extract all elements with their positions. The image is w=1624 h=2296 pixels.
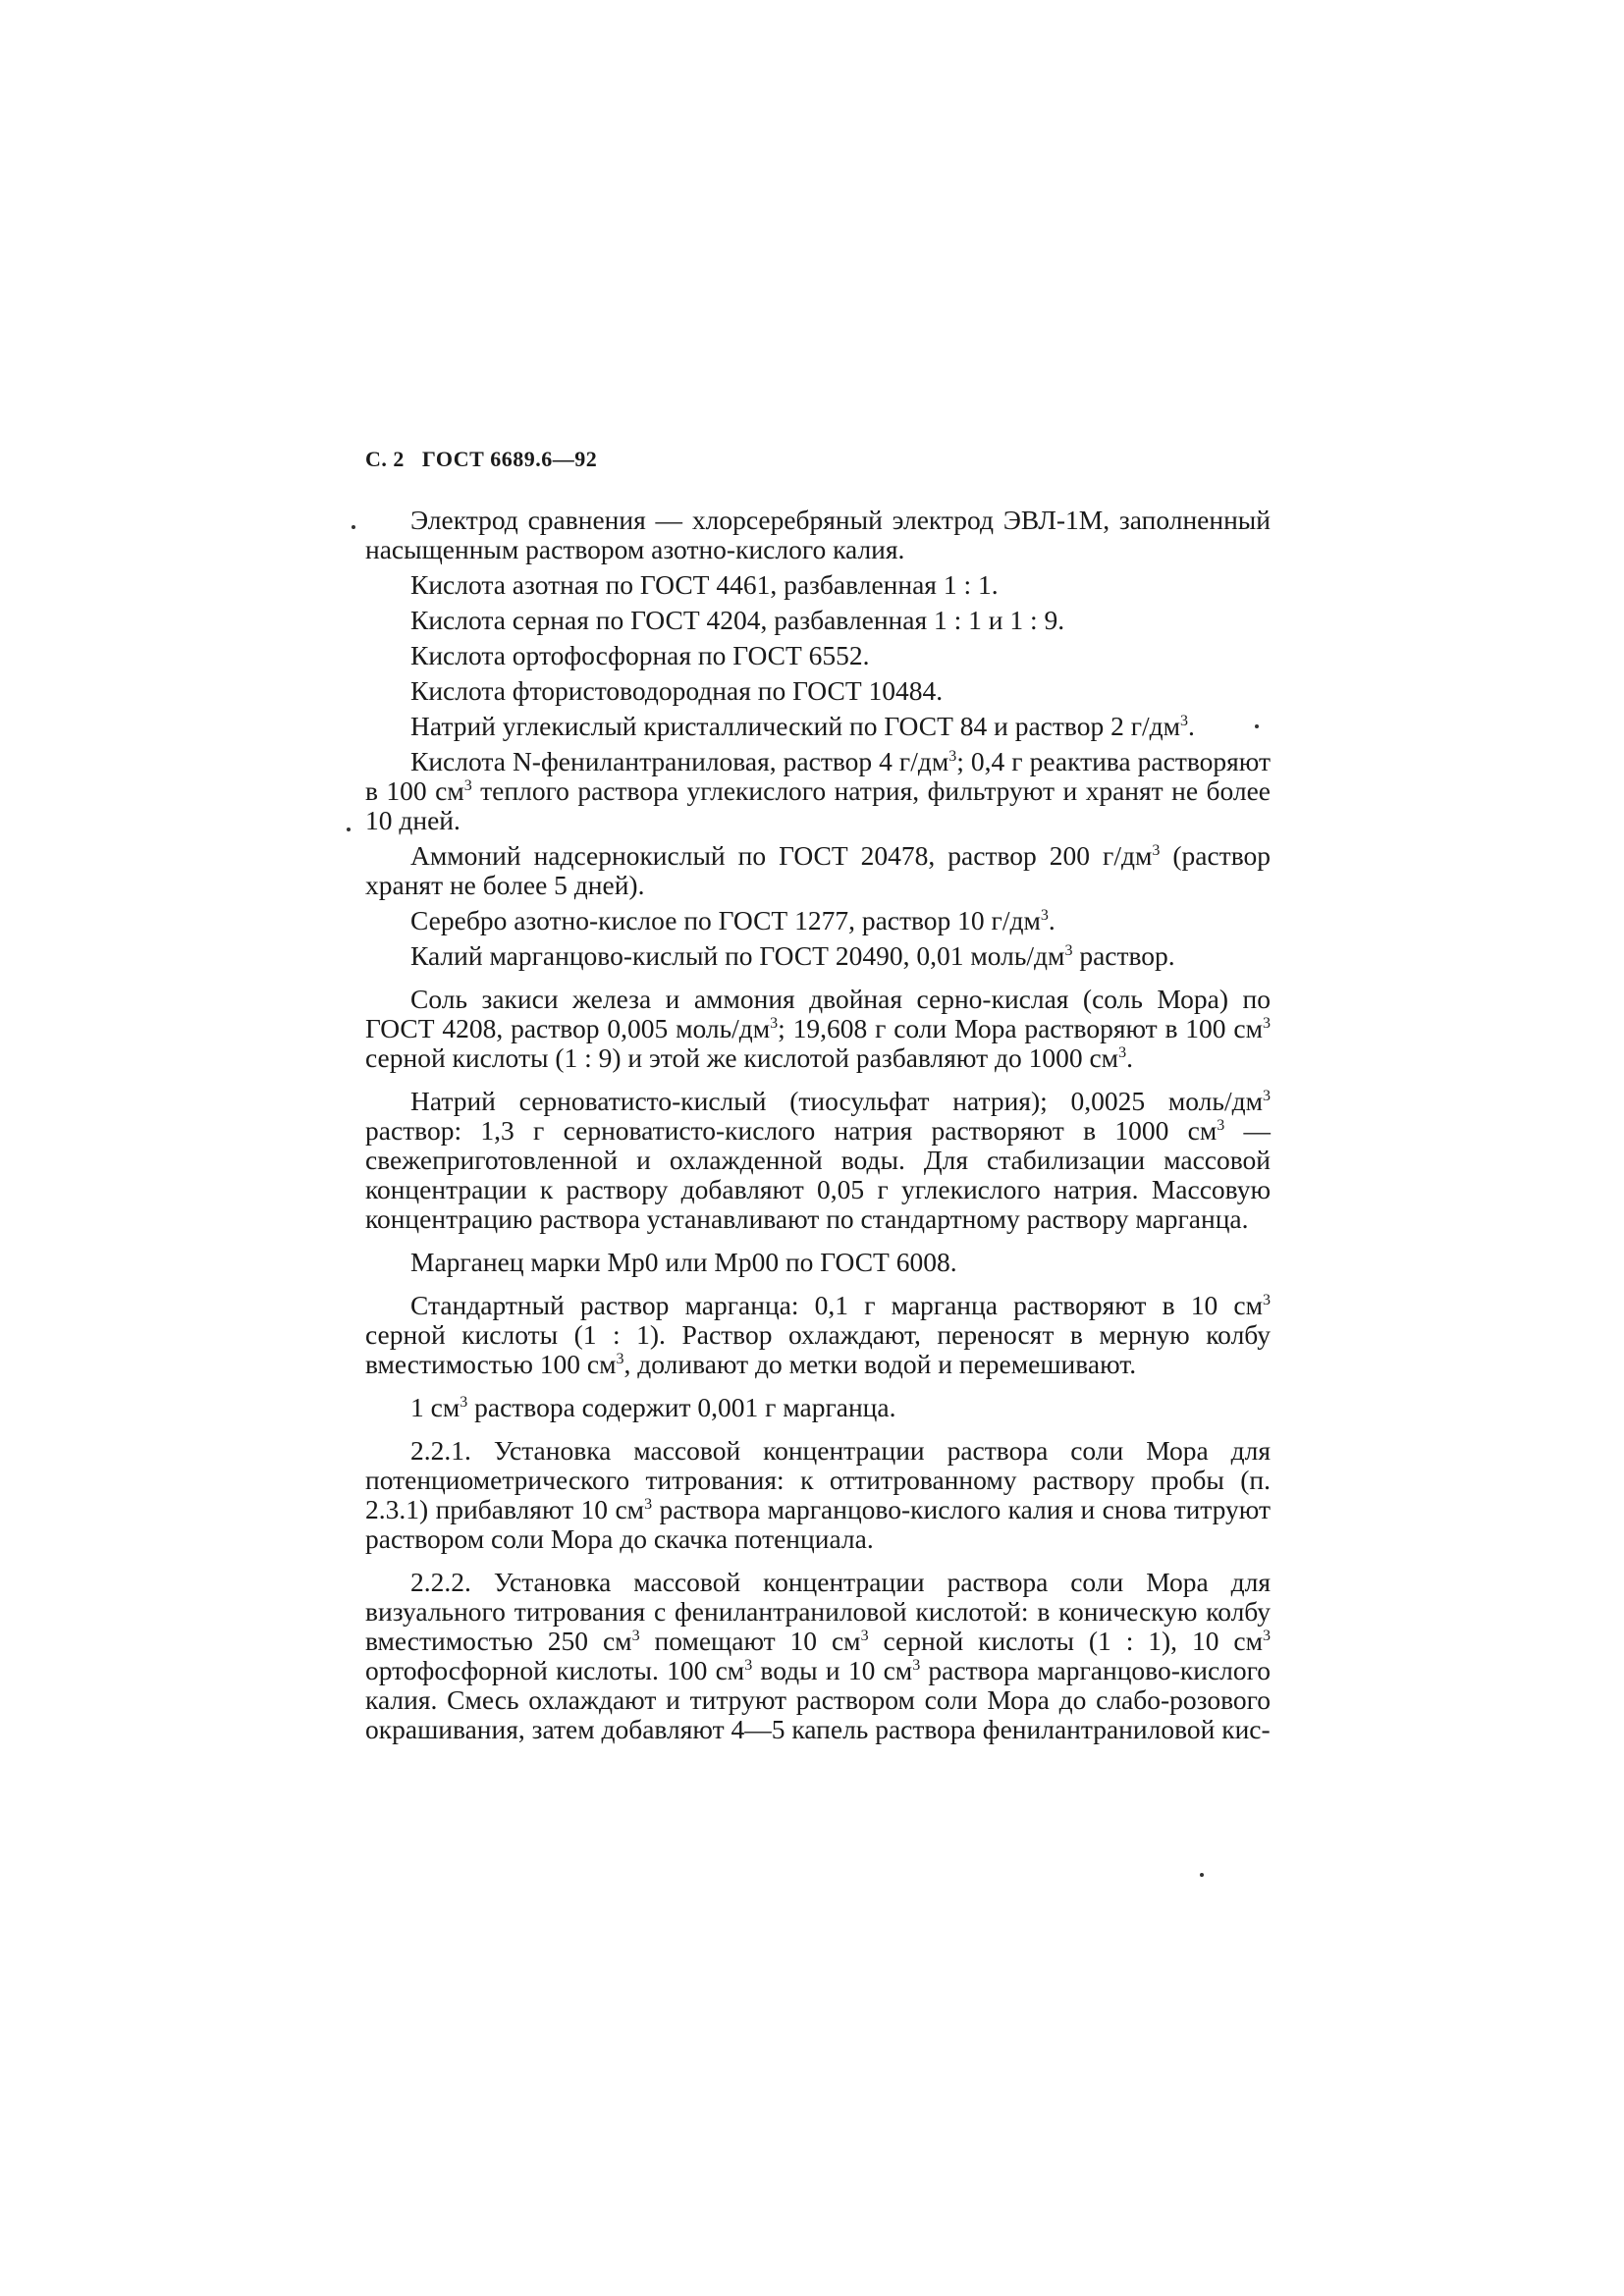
paragraph xyxy=(365,1087,1271,1234)
superscript: 3 xyxy=(1040,906,1049,924)
superscript: 3 xyxy=(1217,1116,1225,1134)
text-run: Кислота ортофосфорная по ГОСТ 6552. xyxy=(410,640,870,670)
paragraph xyxy=(365,941,1271,971)
text-run: раствора марганцово-кислого калия. Смесь охлаждают и титруют раствором соли Мора до слабо-розового окрашивания, затем добавляют 4—5 капель раствора фенилантраниловой кис- xyxy=(365,1655,1271,1744)
superscript: 3 xyxy=(616,1350,624,1367)
superscript: 3 xyxy=(1263,1014,1271,1032)
paragraph xyxy=(365,1568,1271,1744)
superscript: 3 xyxy=(460,1393,468,1411)
superscript: 3 xyxy=(912,1656,921,1674)
paragraph xyxy=(365,747,1271,835)
text-run: , доливают до метки водой и перемешивают. xyxy=(623,1349,1137,1379)
text-run: Электрод сравнения — хлорсеребряный электрод ЭВЛ-1М, заполненный насыщенным раствором азотно-кислого калия. xyxy=(365,505,1271,564)
text-run: Стандартный раствор марганца: 0,1 г марганца растворяют в 10 см xyxy=(410,1290,1263,1320)
text-run: Кислота азотная по ГОСТ 4461, разбавленная 1 : 1. xyxy=(410,569,999,600)
superscript: 3 xyxy=(1180,712,1189,729)
text-run: . xyxy=(1188,711,1195,741)
superscript: 3 xyxy=(463,776,472,794)
paragraph xyxy=(365,570,1271,600)
text-run: 2.2.1. Установка массовой концентрации раствора соли Мора для потенциометрического титрования: к оттитрованному раствору пробы (п. 2.3.1) прибавляют 10 см xyxy=(365,1435,1271,1524)
superscript: 3 xyxy=(1064,941,1073,959)
superscript: 3 xyxy=(631,1627,640,1644)
superscript: 3 xyxy=(1118,1043,1127,1061)
superscript: 3 xyxy=(644,1495,653,1513)
superscript: 3 xyxy=(770,1014,779,1032)
page-header xyxy=(365,447,609,472)
text-run: — свежеприготовленной и охлажденной воды. Для стабилизации массовой концентрации к раствору добавляют 0,05 г углекислого натрия. Массовую концентрацию раствора устанавливают по стандартному раствору марганца. xyxy=(365,1115,1272,1234)
paragraph xyxy=(365,606,1271,635)
text-run: серной кислоты (1 : 1), 10 см xyxy=(868,1626,1263,1656)
text-run: . xyxy=(1048,905,1056,935)
text-run: серной кислоты (1 : 9) и этой же кислотой разбавляют до 1000 см xyxy=(365,1042,1119,1073)
superscript: 3 xyxy=(1263,1291,1271,1308)
superscript: 3 xyxy=(1263,1087,1271,1104)
text-run: Натрий углекислый кристаллический по ГОСТ 84 и раствор 2 г/дм xyxy=(410,711,1181,741)
paragraph xyxy=(365,641,1271,670)
paragraph xyxy=(365,1291,1271,1379)
scan-speck xyxy=(1255,724,1259,728)
paragraph xyxy=(365,712,1271,741)
paragraph xyxy=(365,841,1271,900)
paragraph xyxy=(365,676,1271,706)
paragraph xyxy=(365,1393,1271,1422)
text-run: помещают 10 см xyxy=(639,1626,861,1656)
text-run: серной кислоты (1 : 1). Раствор охлаждают, переносят в мерную колбу вместимостью 100 см xyxy=(365,1319,1271,1379)
superscript: 3 xyxy=(860,1627,869,1644)
text-run: Соль закиси железа и аммония двойная серно-кислая (соль Мора) по ГОСТ 4208, раствор 0,005 моль/дм xyxy=(365,984,1271,1043)
text-run: . xyxy=(1126,1042,1133,1073)
scan-speck xyxy=(352,525,355,529)
document-body xyxy=(365,506,1271,1750)
paragraph xyxy=(365,985,1271,1073)
text-run: Кислота N-фенилантраниловая, раствор 4 г/дм xyxy=(410,746,949,776)
text-run: раствора марганцово-кислого калия и снова титруют раствором соли Мора до скачка потенциала. xyxy=(365,1494,1271,1554)
text-run: Марганец марки Мр0 или Мр00 по ГОСТ 6008. xyxy=(410,1247,957,1277)
text-run: (раствор хранят не более 5 дней). xyxy=(365,840,1271,900)
paragraph xyxy=(365,506,1271,564)
paragraph xyxy=(365,1436,1271,1554)
text-run: раствора содержит 0,001 г марганца. xyxy=(467,1392,896,1422)
scan-speck xyxy=(347,828,351,831)
superscript: 3 xyxy=(1263,1627,1271,1644)
text-run: Серебро азотно-кислое по ГОСТ 1277, раствор 10 г/дм xyxy=(410,905,1041,935)
text-run: Кислота фтористоводородная по ГОСТ 10484. xyxy=(410,675,944,706)
superscript: 3 xyxy=(744,1656,753,1674)
page-number: С. 2 xyxy=(365,447,405,471)
superscript: 3 xyxy=(948,747,957,765)
text-run: 2.2.2. Установка массовой концентрации раствора соли Мора для визуального титрования с фенилантраниловой кислотой: в коническую колбу вместимостью 250 см xyxy=(365,1567,1271,1656)
text-run: ; 0,4 г реактива растворяют в 100 см xyxy=(365,746,1271,806)
text-run: теплого раствора углекислого натрия, фильтруют и хранят не более 10 дней. xyxy=(365,775,1271,835)
paragraph xyxy=(365,906,1271,935)
text-run: 1 см xyxy=(410,1392,460,1422)
text-run: Аммоний надсернокислый по ГОСТ 20478, раствор 200 г/дм xyxy=(410,840,1153,871)
paragraph xyxy=(365,1248,1271,1277)
superscript: 3 xyxy=(1152,841,1161,859)
standard-number: ГОСТ 6689.6—92 xyxy=(421,447,598,471)
text-run: ортофосфорной кислоты. 100 см xyxy=(365,1655,745,1685)
text-run: Калий марганцово-кислый по ГОСТ 20490, 0,01 моль/дм xyxy=(410,940,1065,971)
text-run: раствор: 1,3 г серноватисто-кислого натрия растворяют в 1000 см xyxy=(365,1115,1218,1146)
text-run: ; 19,608 г соли Мора растворяют в 100 см xyxy=(778,1013,1263,1043)
text-run: раствор. xyxy=(1072,940,1175,971)
text-run: Кислота серная по ГОСТ 4204, разбавленная 1 : 1 и 1 : 9. xyxy=(410,605,1065,635)
text-run: воды и 10 см xyxy=(752,1655,913,1685)
text-run: Натрий серноватисто-кислый (тиосульфат натрия); 0,0025 моль/дм xyxy=(410,1086,1263,1116)
scan-speck xyxy=(1200,1873,1204,1877)
